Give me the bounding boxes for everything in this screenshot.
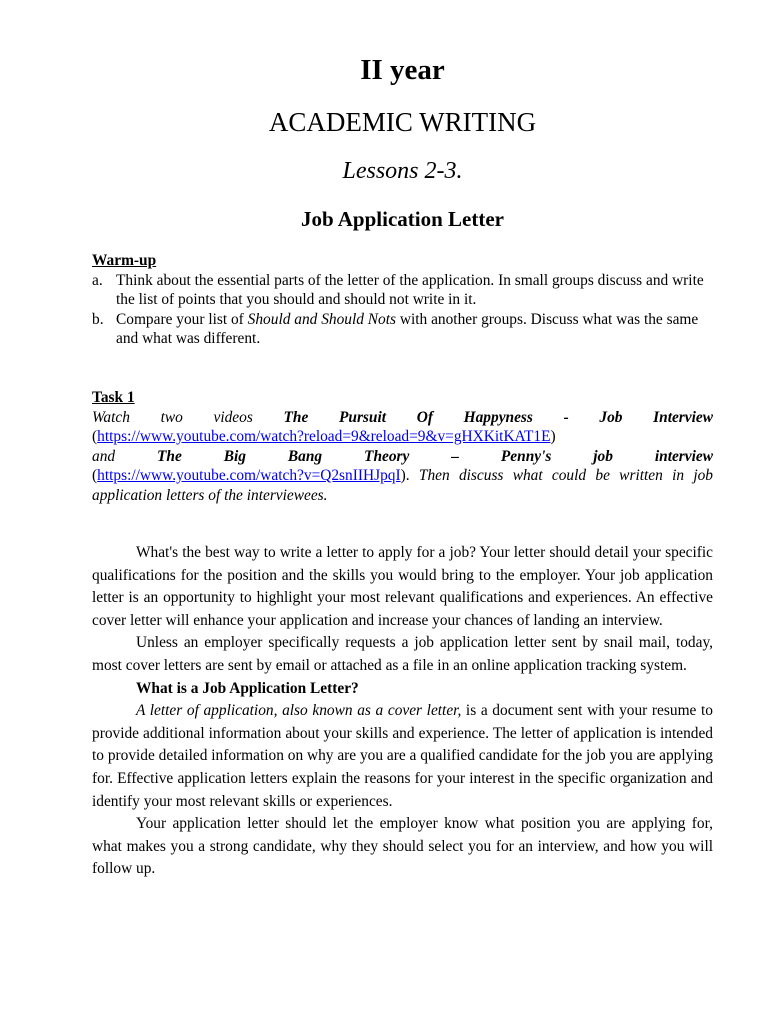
definition-text: is a document sent with your resume to provide additional information about your skills and experience. The letter of application is intended to provide detailed information on why are you are a qualified candidate for the job you are applying for. Effective application letters explain the reasons for your interest in the specific organization and identify your most relevant skills or experiences.	[92, 702, 713, 810]
task1-line: (https://www.youtube.com/watch?v=Q2snIIHJpqI). Then discuss what could be written in job application letters of the interviewees.	[92, 467, 713, 504]
video2-title: The Big Bang Theory – Penny's job interview	[157, 447, 713, 465]
definition-emphasis: A letter of application, also known as a cover letter,	[136, 702, 462, 720]
task1-line	[92, 447, 713, 467]
task1-section	[92, 388, 713, 505]
warmup-item-emphasis: Should and Should Nots	[247, 310, 397, 328]
warmup-item-text: Compare your list of	[116, 310, 248, 328]
video2-link[interactable]: https://www.youtube.com/watch?v=Q2snIIHJpqI	[97, 467, 401, 484]
task1-line	[92, 408, 713, 428]
task1-and-text: and	[92, 447, 116, 465]
warmup-item-text: with another groups. Discuss what was the same and what was different.	[116, 310, 699, 347]
article-body	[92, 542, 713, 881]
document-title: Job Application Letter	[301, 207, 504, 231]
task1-heading: Task 1	[92, 389, 135, 406]
warmup-item-text: Think about the essential parts of the letter of the application. In small groups discuss and write the list of points that you should and should not write in it.	[116, 271, 704, 308]
document-subject: ACADEMIC WRITING	[268, 107, 537, 137]
body-paragraph: Unless an employer specifically requests a job application letter sent by snail mail, today, most cover letters are sent by email or attached as a file in an online application tracking system.	[92, 634, 713, 674]
warmup-item	[92, 271, 713, 310]
section-question: What is a Job Application Letter?	[136, 679, 359, 697]
list-marker: b.	[92, 310, 104, 328]
body-paragraph: Your application letter should let the employer know what position you are applying for, what makes you a strong candidate, why they should select you for an interview, and how you will follow up.	[92, 815, 713, 878]
body-paragraph: What's the best way to write a letter to apply for a job? Your letter should detail your specific qualifications for the position and the skills you would bring to the employer. Your job application letter is an opportunity to highlight your most relevant qualifications and experiences. An effective cover letter will enhance your application and increase your chances of landing an interview.	[92, 544, 713, 629]
document-lessons: Lessons 2-3.	[342, 158, 463, 184]
warmup-heading: Warm-up	[92, 252, 157, 269]
video1-title: The Pursuit Of Happyness - Job Interview	[283, 408, 713, 426]
body-paragraph	[92, 700, 713, 813]
warmup-item	[92, 310, 713, 349]
task1-instruction: Then discuss what could be written in job application letters of the interviewees.	[92, 467, 713, 504]
list-marker: a.	[92, 271, 103, 289]
video1-link[interactable]: https://www.youtube.com/watch?reload=9&reload=9&v=gHXKitKAT1E	[97, 428, 551, 445]
warmup-list	[92, 271, 713, 349]
task1-watch-text: Watch two videos	[92, 408, 253, 426]
document-year: II year	[360, 54, 445, 86]
task1-line: (https://www.youtube.com/watch?reload=9&reload=9&v=gHXKitKAT1E)	[92, 428, 556, 445]
warmup-section	[92, 251, 713, 349]
